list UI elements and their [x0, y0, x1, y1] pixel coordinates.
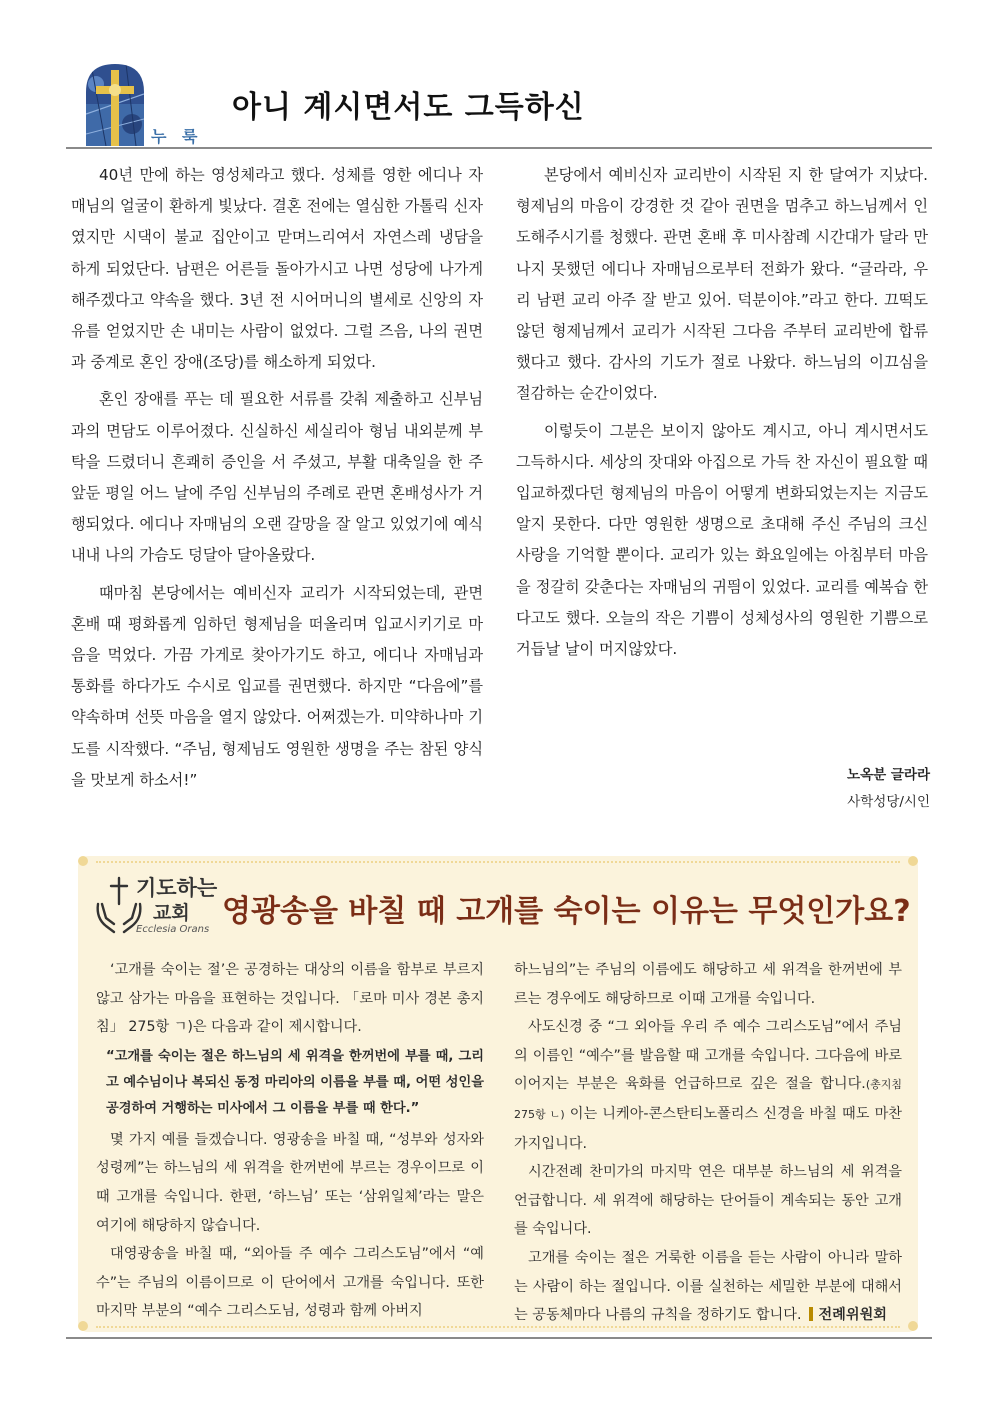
corner-dot [78, 1321, 88, 1331]
essay-right-column [516, 160, 928, 671]
box-quote: “고개를 숙이는 절은 하느님의 세 위격을 한꺼번에 부를 때, 그리고 예수님이나 복되신 동정 마리아의 이름을 부를 때, 어떤 성인을 공경하여 거행하는 미사에서 그 이름을 부를 때 한다.” [106, 1048, 484, 1116]
author-affiliation: 사학성당/시인 [847, 794, 930, 810]
essay-left-column [71, 160, 483, 802]
box-text: 고개를 숙이는 절은 거룩한 이름을 듣는 사람이 아니라 말하는 사람이 하는 절입니다. 이를 실천하는 세밀한 부분에 대해서는 공동체마다 나름의 규칙을 정하기도 합니다. [514, 1249, 902, 1324]
box-text: 사도신경 중 “그 외아들 우리 주 예수 그리스도님”에서 주님의 이름인 “예수”를 발음할 때 고개를 숙입니다. 그다음에 바로 이어지는 부분은 육화를 언급하므로 깊은 절을 합니다. [514, 1019, 902, 1093]
box-paragraph: 몇 가지 예를 들겠습니다. 영광송을 바칠 때, “성부와 성자와 성령께”는 하느님의 세 위격을 한꺼번에 부르는 경우이므로 이때 고개를 숙입니다. 한편, ‘하느님’ 또는 ‘삼위일체’라는 말은 여기에 해당하지 않습니다. [96, 1131, 484, 1234]
box-paragraph [514, 1013, 902, 1158]
essay-paragraph: 40년 만에 하는 영성체라고 했다. 성체를 영한 에디나 자매님의 얼굴이 환하게 빛났다. 결혼 전에는 열심한 가톨릭 신자였지만 시댁이 불교 집안이고 맏며느리여서 자연스레 냉담을 하게 되었단다. 남편은 어른들 돌아가시고 나면 성당에 나가게 해주겠다고 약속을 했다. 3년 전 시어머니의 별세로 신앙의 자유를 얻었지만 손 내미는 사람이 없었다. 그럴 즈음, 나의 권면과 중계로 혼인 장애(조당)를 해소하게 되었다. [71, 166, 483, 372]
essay-paragraph: 혼인 장애를 푸는 데 필요한 서류를 갖춰 제출하고 신부님과의 면담도 이루어졌다. 신실하신 세실리아 형님 내외분께 부탁을 드렸더니 흔쾌히 증인을 서 주셨고, 부활 대축일을 한 주 앞둔 평일 어느 날에 주임 신부님의 주례로 관면 혼배성사가 거행되었다. 에디나 자매님의 오랜 갈망을 잘 알고 있었기에 예식 내내 나의 가슴도 덩달아 달아올랐다. [71, 390, 483, 565]
corner-dot [908, 856, 918, 866]
corner-dot [908, 1321, 918, 1331]
box-reference: (총지침 275항 ㄴ) [514, 1078, 902, 1121]
box-signature: 전례위원회 [818, 1307, 887, 1324]
box-right-column [514, 956, 902, 1330]
box-paragraph: ‘고개를 숙이는 절’은 공경하는 대상의 이름을 함부로 부르지 않고 삼가는 마음을 표현하는 것입니다. 「로마 미사 경본 총지침」 275항 ㄱ)은 다음과 같이 제시합니다. [96, 962, 484, 1036]
essay-paragraph: 본당에서 예비신자 교리반이 시작된 지 한 달여가 지났다. 형제님의 마음이 강경한 것 같아 권면을 멈추고 하느님께서 인도해주시기를 청했다. 관면 혼배 후 미사참례 시간대가 달라 만나지 못했던 에디나 자매님으로부터 전화가 왔다. “글라라, 우리 남편 교리 아주 잘 받고 있어. 덕분이야.”라고 한다. 끄떡도 않던 형제님께서 교리가 시작된 그다음 주부터 교리반에 합류했다고 했다. 감사의 기도가 절로 나왔다. 하느님의 이끄심을 절감하는 순간이었다. [516, 166, 928, 403]
author-name: 노옥분 글라라 [847, 767, 930, 783]
article-title: 아니 계시면서도 그득하신 [232, 90, 585, 125]
box-logo-latin: Ecclesia Orans [136, 924, 210, 935]
footer-divider [66, 1337, 932, 1339]
box-logo-text: 기도하는 [136, 876, 218, 900]
corner-dot [78, 856, 88, 866]
box-paragraph: 하느님의”는 주님의 이름에도 해당하고 세 위격을 한꺼번에 부르는 경우에도 해당하므로 이때 고개를 숙입니다. [514, 962, 902, 1007]
header-divider [66, 147, 932, 149]
box-dotted-border-top [96, 861, 900, 863]
box-paragraph: 대영광송을 바칠 때, “외아들 주 예수 그리스도님”에서 “예수”는 주님의 이름이므로 이 단어에서 고개를 숙입니다. 또한 마지막 부분의 “예수 그리스도님, 성령과 함께 아버지 [96, 1246, 484, 1320]
box-logo-text: 교회 [153, 902, 190, 924]
column-label: 누 룩 [151, 127, 203, 146]
essay-paragraph: 이렇듯이 그분은 보이지 않아도 계시고, 아니 계시면서도 그득하시다. 세상의 잣대와 아집으로 가득 찬 자신이 필요할 때 입교하겠다던 형제님의 마음이 어떻게 변화되었는지는 지금도 알지 못한다. 다만 영원한 생명으로 초대해 주신 주님의 크신 사랑을 기억할 뿐이다. 교리가 있는 화요일에는 아침부터 마음을 정갈히 갖춘다는 자매님의 귀띔이 있었다. 교리를 예복습 한다고도 했다. 오늘의 작은 기쁨이 성체성사의 영원한 기쁨으로 거듭날 날이 머지않았다. [516, 421, 928, 659]
signature-bar [809, 1307, 813, 1321]
box-paragraph [514, 1244, 902, 1330]
stained-glass-cross-icon [86, 64, 144, 146]
box-text: 이는 니케아-콘스탄티노폴리스 신경을 바칠 때도 마찬가지입니다. [514, 1105, 902, 1152]
box-title: 영광송을 바칠 때 고개를 숙이는 이유는 무엇인가요? [222, 894, 911, 929]
box-paragraph: 시간전례 찬미가의 마지막 연은 대부분 하느님의 세 위격을 언급합니다. 세 위격에 해당하는 단어들이 계속되는 동안 고개를 숙입니다. [514, 1164, 902, 1238]
box-left-column [96, 956, 484, 1326]
essay-paragraph: 때마침 본당에서는 예비신자 교리가 시작되었는데, 관면 혼배 때 평화롭게 임하던 형제님을 떠올리며 입교시키기로 마음을 먹었다. 가끔 가게로 찾아가기도 하고, 에디나 자매님과 통화를 하다가도 수시로 입교를 권면했다. 하지만 “다음에”를 약속하며 선뜻 마음을 열지 않았다. 어쩌겠는가. 미약하나마 기도를 시작했다. “주님, 형제님도 영원한 생명을 주는 참된 양식을 맛보게 하소서!” [71, 583, 483, 789]
